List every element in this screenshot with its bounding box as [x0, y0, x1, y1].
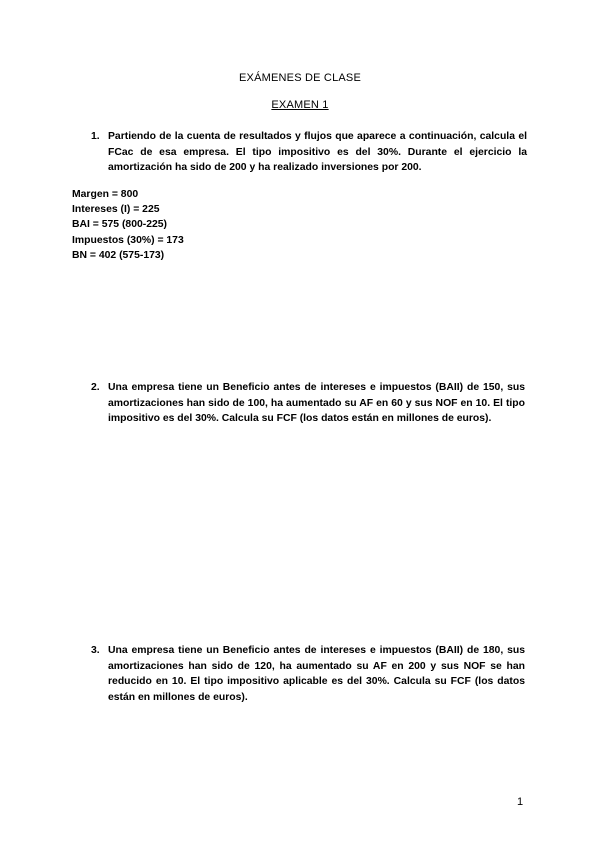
question-text: Una empresa tiene un Beneficio antes de intereses e impuestos (BAII) de 180, sus amortizaciones han sido de 120, ha aumentado su AF en 200 y sus NOF se han reducido en 10. El tipo impositivo aplicable es del 30%. Calcula su FCF (los datos están en millones de euros).	[108, 645, 525, 703]
question-number: 3.	[91, 645, 100, 656]
question-number: 1.	[91, 131, 100, 142]
page-title: EXÁMENES DE CLASE	[239, 72, 361, 84]
income-statement-data	[72, 187, 184, 263]
question-text: Una empresa tiene un Beneficio antes de intereses e impuestos (BAII) de 150, sus amortizaciones han sido de 100, ha aumentado su AF en 60 y sus NOF en 10. El tipo impositivo es del 30%. Calcula su FCF (los datos están en millones de euros).	[108, 382, 525, 424]
question-2	[91, 380, 525, 427]
data-line-intereses: Intereses (I) = 225	[72, 204, 160, 216]
question-text: Partiendo de la cuenta de resultados y flujos que aparece a continuación, calcula el FCac de esa empresa. El tipo impositivo es del 30%. Durante el ejercicio la amortización ha sido de 200 y ha realizado inversiones por 200.	[108, 131, 527, 173]
question-1	[91, 129, 527, 176]
data-line-impuestos: Impuestos (30%) = 173	[72, 234, 184, 246]
data-line-margen: Margen = 800	[72, 189, 139, 200]
data-line-bai: BAI = 575 (800-225)	[72, 219, 168, 231]
page-number: 1	[517, 796, 524, 808]
question-3	[91, 643, 525, 705]
data-line-bn: BN = 402 (575-173)	[72, 249, 165, 261]
exam-subtitle: EXAMEN 1	[271, 99, 329, 111]
question-number: 2.	[91, 382, 100, 393]
